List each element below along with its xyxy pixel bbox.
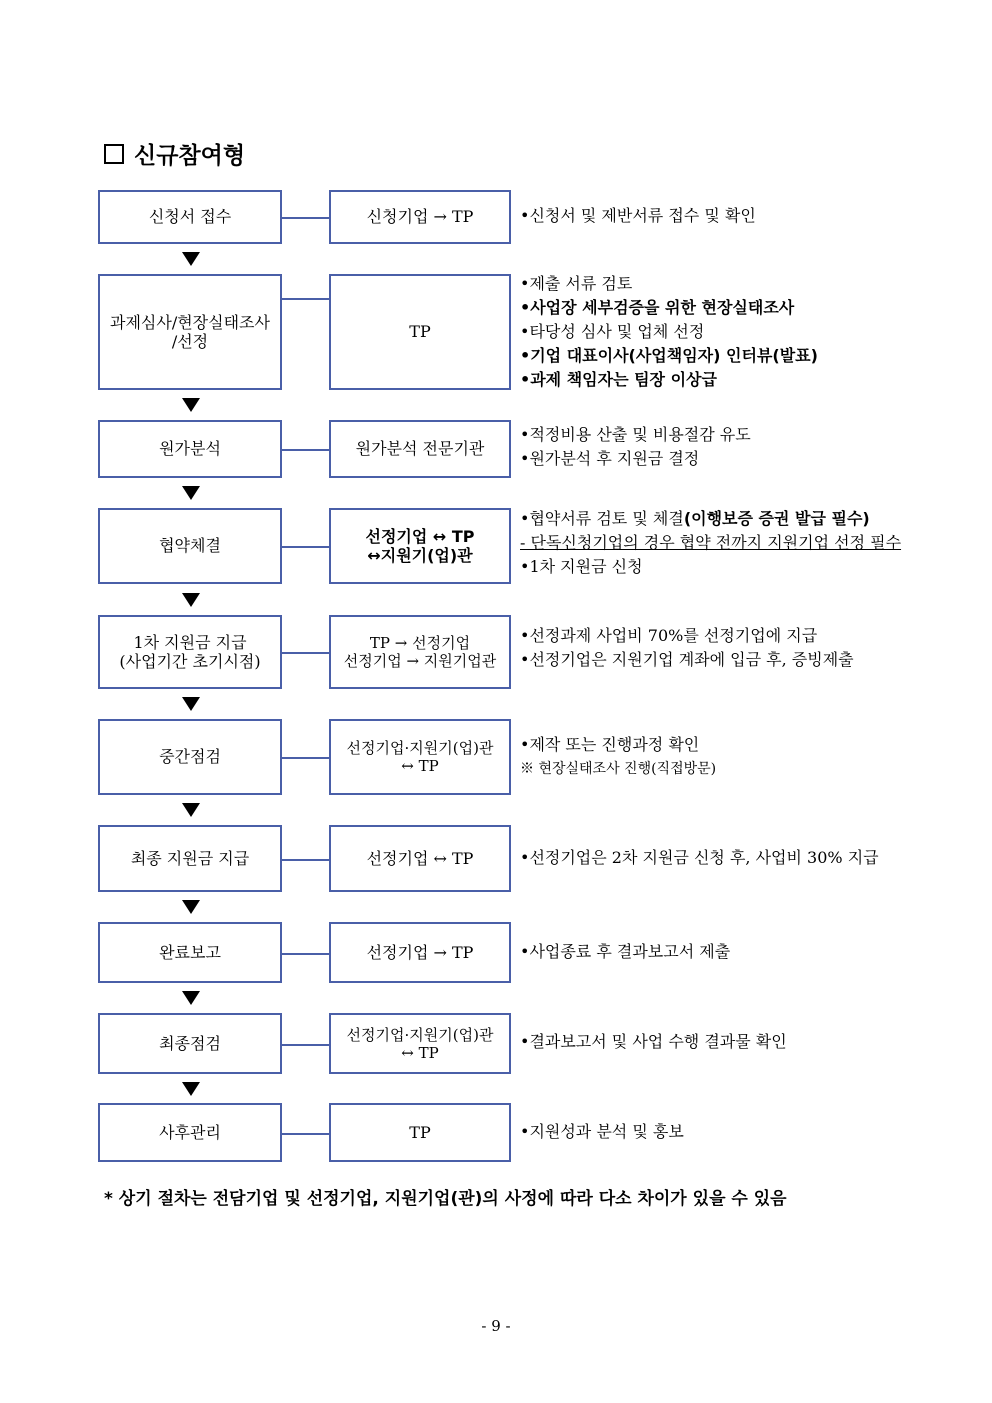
step-label: 원가분석: [159, 439, 221, 459]
step-box: [98, 190, 282, 244]
connector-line: [282, 546, 329, 548]
down-arrow-icon: [182, 486, 200, 500]
note-line: •선정과제 사업비 70%를 선정기업에 지급: [520, 626, 818, 645]
step-label: 1차 지원금 지급 (사업기간 초기시점): [119, 632, 261, 671]
actor-label: 원가분석 전문기관: [355, 439, 485, 459]
step-box: [98, 719, 282, 795]
note-line: - 단독신청기업의 경우 협약 전까지 지원기업 선정 필수: [520, 533, 902, 552]
connector-line: [282, 859, 329, 861]
note-line: •사업장 세부검증을 위한 현장실태조사: [520, 298, 795, 317]
step-label: 완료보고: [159, 942, 221, 962]
step-box: [98, 420, 282, 478]
step-notes: [520, 846, 879, 870]
footnote: * 상기 절차는 전담기업 및 선정기업, 지원기업(관)의 사정에 따라 다소 차이가 있을 수 있음: [104, 1189, 787, 1209]
note-emphasis: (이행보증 증권 발급 필수): [683, 509, 870, 528]
step-label: 신청서 접수: [148, 207, 232, 227]
step-box: [98, 922, 282, 983]
connector-line: [282, 217, 329, 219]
actor-label: 선정기업 → TP: [366, 942, 474, 962]
actor-label: 선정기업 ↔ TP: [366, 848, 474, 868]
step-notes: [520, 733, 716, 781]
actor-box: [329, 719, 511, 795]
note-line: •제작 또는 진행과정 확인: [520, 735, 700, 754]
step-label: 최종점검: [159, 1033, 221, 1053]
note-line: •선정기업은 지원기업 계좌에 입금 후, 증빙제출: [520, 650, 854, 669]
note-line: •과제 책임자는 팀장 이상급: [520, 370, 717, 389]
step-notes: [520, 1030, 787, 1054]
connector-line: [282, 298, 329, 300]
step-box: [98, 825, 282, 892]
connector-line: [282, 652, 329, 654]
step-box: [98, 508, 282, 584]
down-arrow-icon: [182, 697, 200, 711]
down-arrow-icon: [182, 1082, 200, 1096]
down-arrow-icon: [182, 803, 200, 817]
step-notes: [520, 940, 730, 964]
actor-box: [329, 190, 511, 244]
step-label: 협약체결: [159, 536, 221, 556]
note-line: •협약서류 검토 및 체결(이행보증 증권 발급 필수): [520, 509, 870, 528]
section-title: [104, 137, 245, 170]
note-line: •타당성 심사 및 업체 선정: [520, 322, 705, 341]
note-line: •사업종료 후 결과보고서 제출: [520, 942, 731, 961]
down-arrow-icon: [182, 991, 200, 1005]
step-notes: [520, 423, 751, 471]
step-notes: [520, 204, 756, 228]
step-box: [98, 1103, 282, 1162]
step-notes: [520, 1120, 684, 1144]
section-title-text: 신규참여형: [134, 143, 246, 169]
actor-label: 선정기업·지원기(업)관 ↔ TP: [346, 1025, 494, 1062]
step-label: 최종 지원금 지급: [130, 848, 250, 868]
checkbox-square-icon: [104, 144, 124, 164]
actor-box: [329, 825, 511, 892]
connector-line: [282, 449, 329, 451]
note-line: •제출 서류 검토: [520, 274, 633, 293]
step-box: [98, 274, 282, 390]
note-line: •기업 대표이사(사업책임자) 인터뷰(발표): [520, 346, 818, 365]
note-line: •신청서 및 제반서류 접수 및 확인: [520, 206, 756, 225]
note-line: •결과보고서 및 사업 수행 결과물 확인: [520, 1032, 787, 1051]
actor-box: [329, 1013, 511, 1074]
step-notes: [520, 624, 854, 672]
step-box: [98, 1013, 282, 1074]
actor-box: [329, 615, 511, 689]
connector-line: [282, 757, 329, 759]
actor-label: TP: [409, 1122, 431, 1142]
step-label: 사후관리: [159, 1122, 221, 1142]
note-line: •지원성과 분석 및 홍보: [520, 1122, 684, 1141]
page-number: - 9 -: [481, 1317, 511, 1335]
step-label: 과제심사/현장실태조사 /선정: [110, 312, 270, 351]
note-line: ※ 현장실태조사 진행(직접방문): [520, 761, 717, 777]
actor-label: TP → 선정기업 선정기업 → 지원기업관: [343, 634, 497, 670]
actor-box: [329, 508, 511, 584]
note-line: •선정기업은 2차 지원금 신청 후, 사업비 30% 지급: [520, 848, 879, 867]
connector-line: [282, 1133, 329, 1135]
actor-label: 신청기업 → TP: [366, 207, 474, 227]
down-arrow-icon: [182, 900, 200, 914]
actor-box: [329, 420, 511, 478]
connector-line: [282, 953, 329, 955]
down-arrow-icon: [182, 252, 200, 266]
actor-label: 선정기업 ↔ TP ↔지원기(업)관: [365, 526, 475, 565]
down-arrow-icon: [182, 593, 200, 607]
note-line: •1차 지원금 신청: [520, 557, 643, 576]
step-label: 중간점검: [159, 747, 221, 767]
note-line: •적정비용 산출 및 비용절감 유도: [520, 425, 751, 444]
step-box: [98, 615, 282, 689]
note-line: •원가분석 후 지원금 결정: [520, 449, 700, 468]
actor-box: [329, 274, 511, 390]
step-notes: [520, 272, 818, 392]
actor-label: TP: [409, 322, 431, 342]
down-arrow-icon: [182, 398, 200, 412]
connector-line: [282, 1044, 329, 1046]
actor-label: 선정기업·지원기(업)관 ↔ TP: [346, 739, 494, 775]
actor-box: [329, 1103, 511, 1162]
step-notes: [520, 507, 901, 579]
actor-box: [329, 922, 511, 983]
